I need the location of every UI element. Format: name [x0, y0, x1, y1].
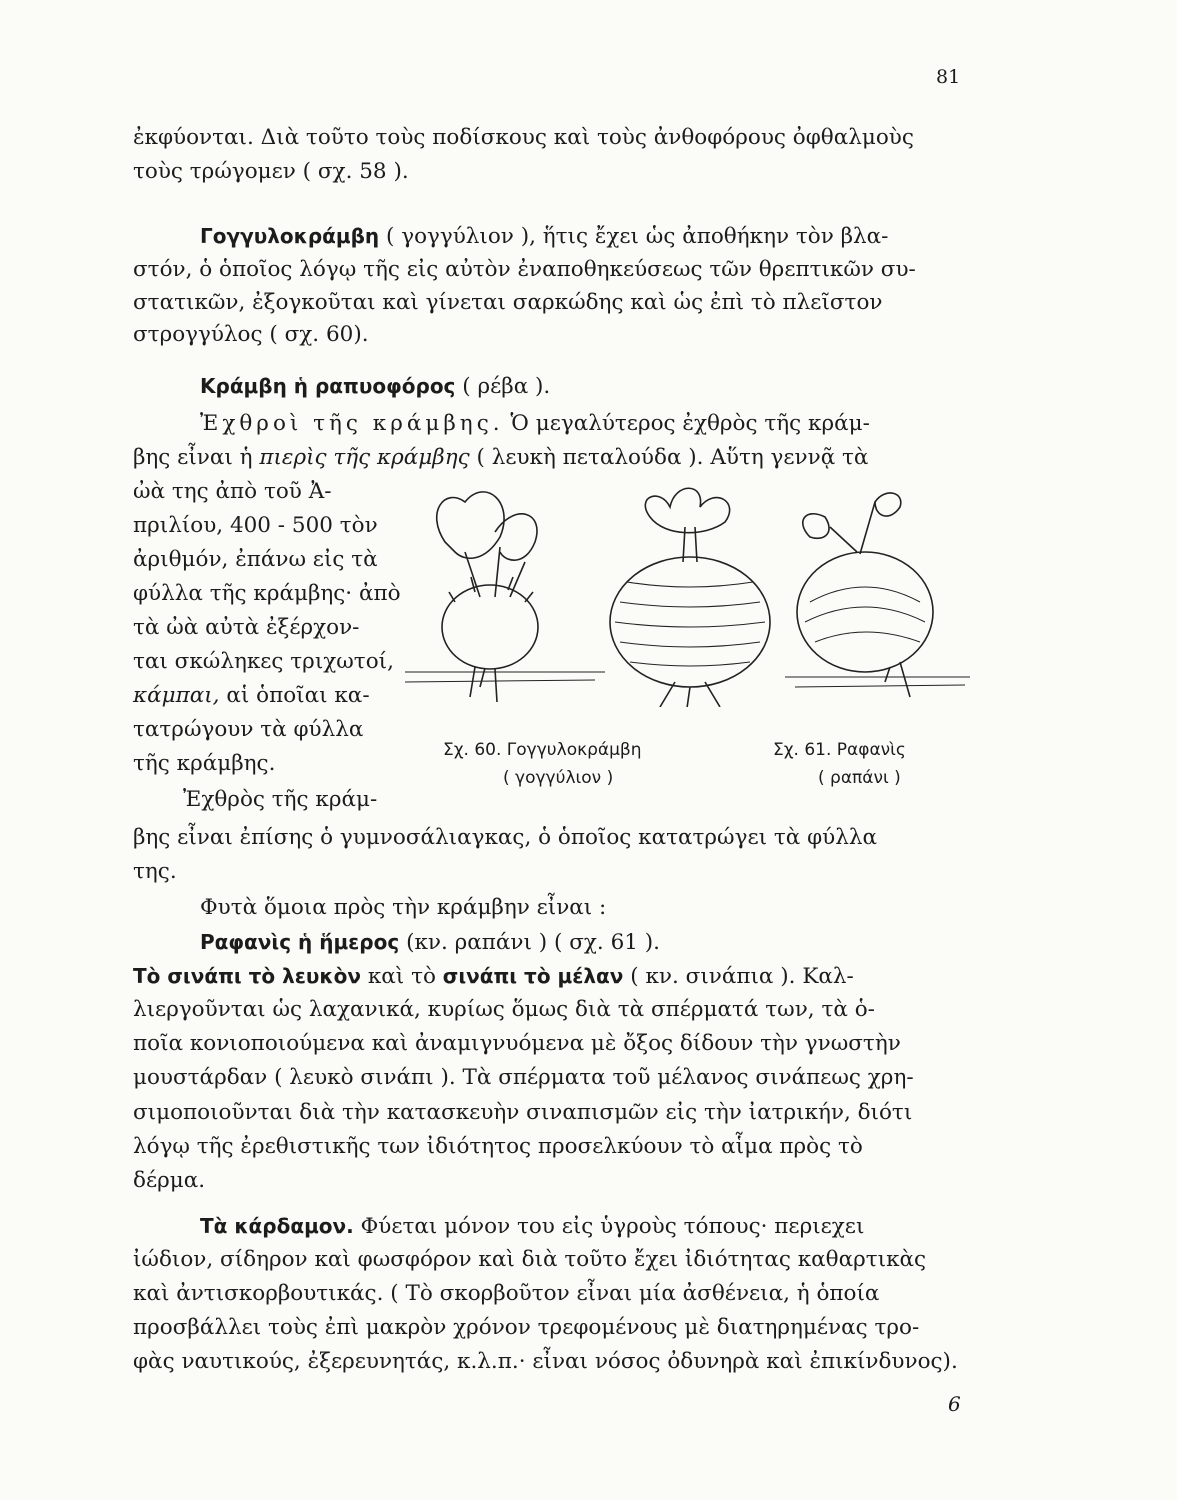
text-line: κάμπαι, αἱ ὁποῖαι κα-: [133, 683, 370, 708]
text-line: ὠὰ της ἀπὸ τοῦ Ἀ-: [133, 479, 332, 504]
term-white-mustard: Τὸ σινάπι τὸ λευκὸν: [133, 964, 361, 988]
text-line: ται σκώληκες τριχωτοί,: [133, 649, 394, 674]
turnip-illustration: [610, 488, 770, 707]
term-pieris: πιερὶς τῆς κράμβης: [259, 445, 470, 470]
text-line: στατικῶν, ἐξογκοῦται καὶ γίνεται σαρκώδης καὶ ὡς ἐπὶ τὸ πλεῖστον: [133, 290, 883, 315]
figure-60-subcaption: ( γογγύλιον ): [503, 768, 614, 788]
radish-illustration: [785, 493, 970, 697]
text-line: δέρμα.: [133, 1168, 206, 1193]
text-line: λιεργοῦνται ὡς λαχανικά, κυρίως ὅμως διὰ τὰ σπέρματά των, τὰ ὁ-: [133, 997, 875, 1022]
text-line: μουστάρδαν ( λευκὸ σινάπι ). Τὰ σπέρματα τοῦ μέλανος σινάπεως χρη-: [133, 1065, 914, 1090]
paragraph-radish: Ραφανὶς ἡ ἥμερος (κν. ραπάνι ) ( σχ. 61 ).: [200, 930, 660, 955]
text-line: τατρώγουν τὰ φύλλα: [133, 717, 364, 742]
signature-number: 6: [948, 1392, 961, 1416]
text-line: ποῖα κονιοποιούμενα καὶ ἀναμιγνυόμενα μὲ ὄξος δίδουν τὴν γνωστὴν: [133, 1031, 901, 1056]
paragraph-mustard: Τὸ σινάπι τὸ λευκὸν καὶ τὸ σινάπι τὸ μέλαν ( κν. σινάπια ). Καλ-: [133, 964, 854, 989]
term-rapeseed: Κράμβη ἡ ραπυοφόρος: [200, 374, 456, 398]
text-line: ἀριθμόν, ἐπάνω εἰς τὰ: [133, 547, 378, 572]
text-line: τὰ ὠὰ αὐτὰ ἐξέρχον-: [133, 615, 360, 640]
text-line: στόν, ὁ ὁποῖος λόγῳ τῆς εἰς αὐτὸν ἐναποθηκεύσεως τῶν θρεπτικῶν συ-: [133, 257, 916, 282]
text-line: ἰώδιον, σίδηρον καὶ φωσφόρον καὶ διὰ τοῦτο ἔχει ἰδιότητας καθαρτικὰς: [133, 1247, 927, 1272]
text-line: καὶ ἀντισκορβουτικάς. ( Τὸ σκορβοῦτον εἶναι μία ἀσθένεια, ἡ ὁποία: [133, 1281, 880, 1306]
term-black-mustard: σινάπι τὸ μέλαν: [442, 964, 624, 988]
term-enemies: Ἐχθροὶ τῆς κράμβης.: [200, 411, 504, 436]
paragraph-rapeseed: [200, 372, 550, 401]
text-line: Ὁ μεγαλύτερος ἐχθρὸς τῆς κράμ-: [510, 411, 870, 436]
text-line: σιμοποιοῦνται διὰ τὴν κατασκευὴν σιναπισμῶν εἰς τὴν ἰατρικήν, διότι: [133, 1100, 913, 1125]
text-line: προσβάλλει τοὺς ἐπὶ μακρὸν χρόνον τρεφομένους μὲ διατηρημένας τρο-: [133, 1315, 920, 1340]
text-line: τοὺς τρώγομεν ( σχ. 58 ).: [133, 159, 409, 184]
figure-illustrations: [405, 482, 970, 707]
text-line: ἐκφύονται. Διὰ τοῦτο τοὺς ποδίσκους καὶ τοὺς ἀνθοφόρους ὀφθαλμοὺς: [133, 125, 914, 150]
text-line: ( ρέβα ).: [462, 374, 551, 399]
text-line: Ἐχθρὸς τῆς κράμ-: [183, 787, 378, 812]
text-line: στρογγύλος ( σχ. 60).: [133, 322, 369, 347]
text-line: της.: [133, 859, 177, 884]
term-cress: Τὰ κάρδαμον.: [200, 1214, 354, 1238]
text-line: ( γογγύλιον ), ἥτις ἔχει ὡς ἀποθήκην τὸν βλα-: [386, 224, 889, 249]
text-line: Φυτὰ ὅμοια πρὸς τὴν κράμβην εἶναι :: [200, 895, 607, 920]
text-line: φύλλα τῆς κράμβης· ἀπὸ: [133, 581, 401, 606]
text-line: τῆς κράμβης.: [133, 751, 276, 776]
text-line: πριλίου, 400 - 500 τὸν: [133, 513, 378, 538]
figure-61-subcaption: ( ραπάνι ): [818, 768, 901, 788]
paragraph-enemies: [200, 410, 870, 438]
text-line: λόγῳ τῆς ἐρεθιστικῆς των ἰδιότητος προσελκύουν τὸ αἷμα πρὸς τὸ: [133, 1134, 863, 1159]
text-line: βης εἶναι ἐπίσης ὁ γυμνοσάλιαγκας, ὁ ὁποῖος κατατρώγει τὰ φύλλα: [133, 825, 877, 850]
figure-61-caption: Σχ. 61. Ραφανὶς: [773, 740, 906, 760]
paragraph-cress: Τὰ κάρδαμον. Φύεται μόνον του εἰς ὑγροὺς τόπους· περιεχει: [200, 1214, 865, 1239]
term-radish: Ραφανὶς ἡ ἥμερος: [200, 930, 400, 954]
paragraph-kohlrabi: [200, 222, 888, 251]
term-kohlrabi: Γογγυλοκράμβη: [200, 224, 380, 248]
text-line: φὰς ναυτικούς, ἐξερευνητάς, κ.λ.π.· εἶναι νόσος ὀδυνηρὰ καὶ ἐπικίνδυνος).: [133, 1349, 958, 1374]
figure-60-caption: Σχ. 60. Γογγυλοκράμβη: [443, 740, 642, 760]
text-line: βης εἶναι ἡ πιερὶς τῆς κράμβης ( λευκὴ πεταλούδα ). Αὕτη γεννᾷ τὰ: [133, 445, 869, 470]
page-number: 81: [936, 66, 961, 88]
kohlrabi-illustration: [405, 492, 605, 702]
